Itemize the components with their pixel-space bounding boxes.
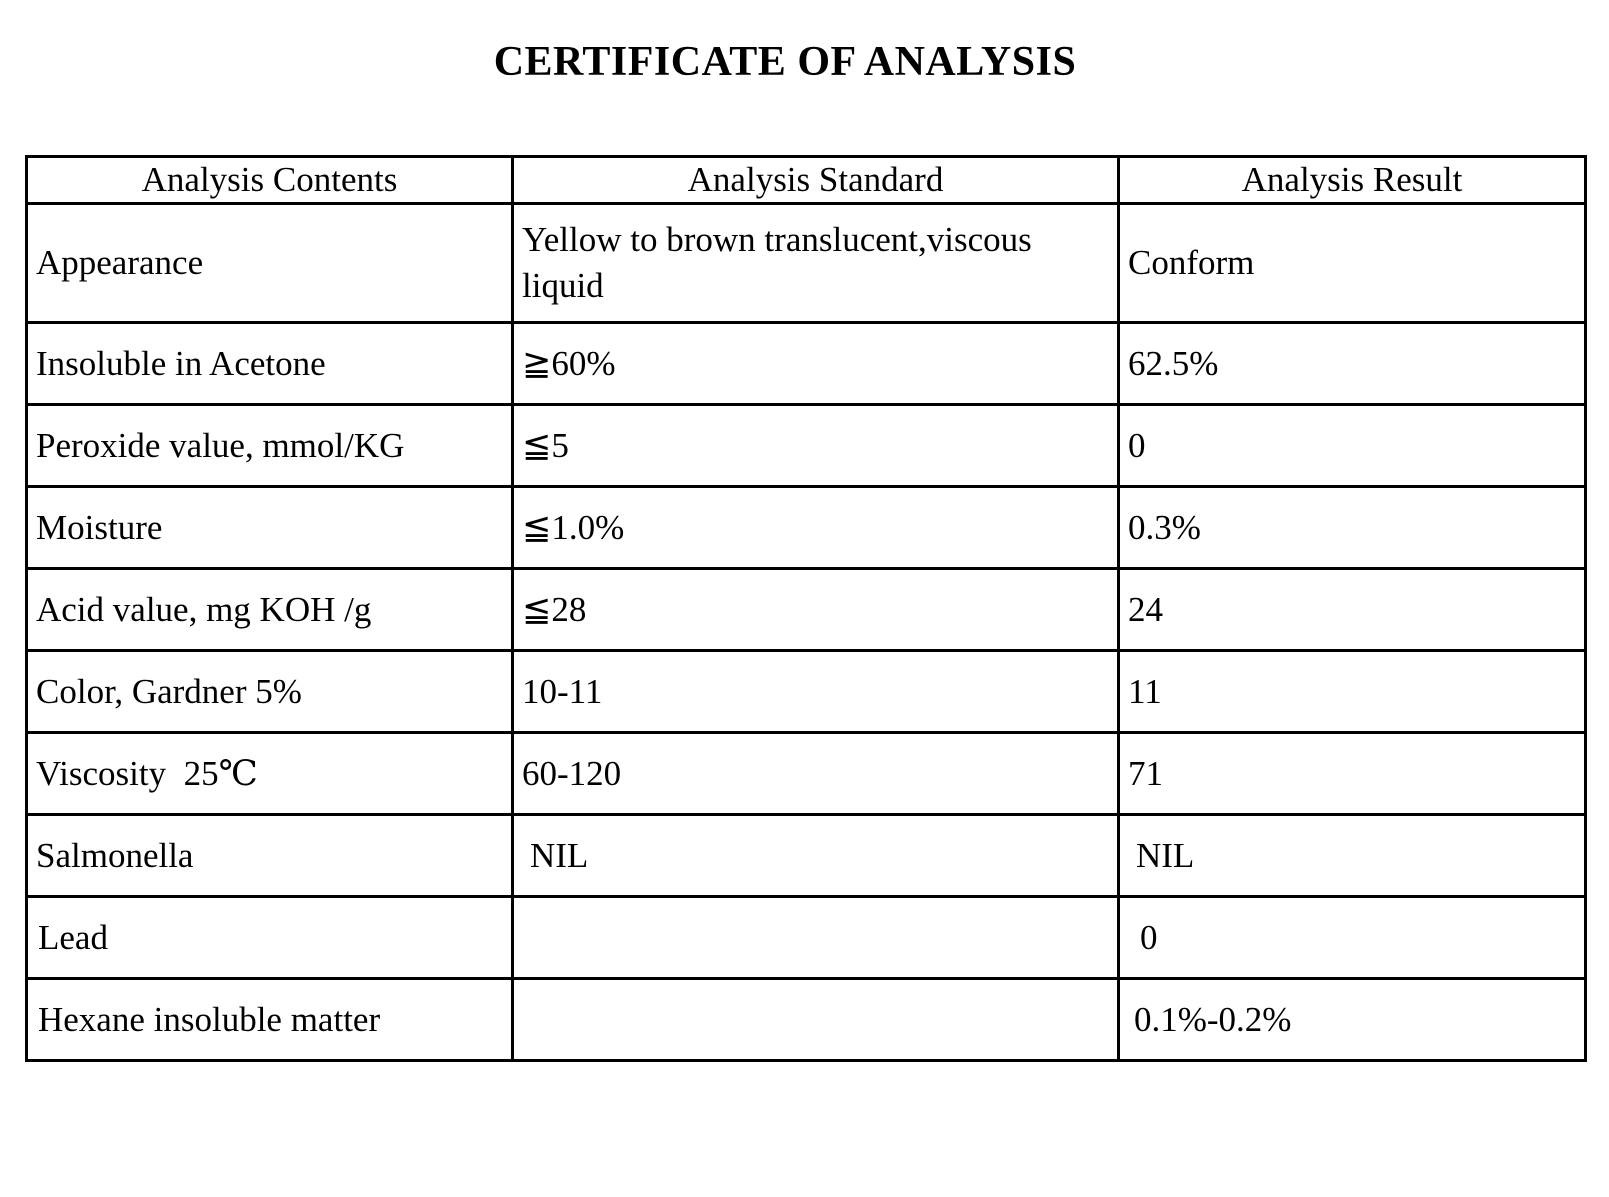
table-row — [27, 979, 1586, 1061]
table-header-row — [27, 157, 1586, 204]
row-standard: 60-120 — [513, 733, 1119, 815]
row-standard — [513, 979, 1119, 1061]
page-title: CERTIFICATE OF ANALYSIS — [493, 39, 1077, 85]
row-result: 0 — [1119, 897, 1586, 979]
row-result: 11 — [1119, 651, 1586, 733]
row-standard: ≧60% — [513, 323, 1119, 405]
table-row — [27, 815, 1586, 897]
row-result: 0.1%-0.2% — [1119, 979, 1586, 1061]
row-standard: NIL — [513, 815, 1119, 897]
row-content: Insoluble in Acetone — [27, 323, 513, 405]
row-standard: 10-11 — [513, 651, 1119, 733]
row-content: Salmonella — [27, 815, 513, 897]
table-row — [27, 323, 1586, 405]
table-row — [27, 487, 1586, 569]
analysis-table — [25, 155, 1587, 1062]
row-content: Moisture — [27, 487, 513, 569]
row-content: Color, Gardner 5% — [27, 651, 513, 733]
row-result: Conform — [1119, 204, 1586, 323]
row-standard — [513, 897, 1119, 979]
table-row — [27, 651, 1586, 733]
row-content: Acid value, mg KOH /g — [27, 569, 513, 651]
table-row — [27, 733, 1586, 815]
row-standard: ≦1.0% — [513, 487, 1119, 569]
row-result: 0.3% — [1119, 487, 1586, 569]
row-result: NIL — [1119, 815, 1586, 897]
table-row — [27, 405, 1586, 487]
row-content: Hexane insoluble matter — [27, 979, 513, 1061]
row-content: Lead — [27, 897, 513, 979]
header-analysis-result: Analysis Result — [1119, 157, 1586, 204]
table-row — [27, 897, 1586, 979]
row-content: Peroxide value, mmol/KG — [27, 405, 513, 487]
header-analysis-contents: Analysis Contents — [27, 157, 513, 204]
row-result: 0 — [1119, 405, 1586, 487]
row-standard: ≦28 — [513, 569, 1119, 651]
table-row — [27, 204, 1586, 323]
row-result: 71 — [1119, 733, 1586, 815]
row-result: 62.5% — [1119, 323, 1586, 405]
table-row — [27, 569, 1586, 651]
row-standard: ≦5 — [513, 405, 1119, 487]
header-analysis-standard: Analysis Standard — [513, 157, 1119, 204]
row-result: 24 — [1119, 569, 1586, 651]
row-content: Viscosity 25℃ — [27, 733, 513, 815]
row-content: Appearance — [27, 204, 513, 323]
row-standard: Yellow to brown translucent,viscous liquid — [513, 204, 1119, 323]
